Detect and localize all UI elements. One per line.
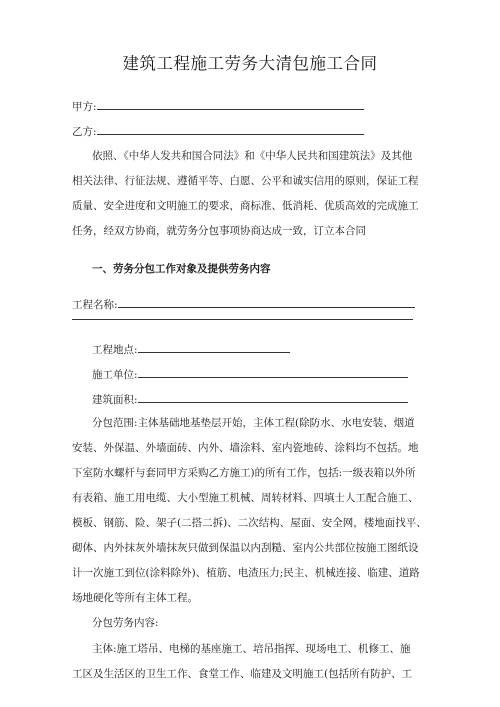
project-name-blank[interactable] [118, 296, 415, 308]
party-a-line [72, 98, 364, 114]
scope-line-6: 砌体、内外抹灰外墙抹灰只做到保温以内刮糙、室内公共部位按施工图纸设 [72, 542, 419, 554]
building-area-label: 建筑面积: [92, 394, 138, 406]
project-name-line [72, 296, 415, 312]
building-area-blank[interactable] [138, 391, 408, 403]
project-location-label: 工程地点: [92, 344, 138, 356]
section1-heading: 一、劳务分包工作对象及提供劳务内容 [92, 263, 271, 275]
construction-unit-blank[interactable] [138, 366, 408, 378]
scope-line-7: 计一次施工到位(涂料除外)、植筋、电渣压力;民主、机械连接、临建、道路 [72, 567, 420, 579]
project-location-blank[interactable] [138, 341, 290, 353]
scope-line-5: 模板、钢筋、险、架子(二搭二拆)、二次结构、屋面、安全网，楼地面找平、 [72, 517, 427, 529]
project-name-continuation-line [72, 319, 413, 320]
scope-line-4: 有表箱、施工用电缆、大小型施工机械、周转材料、四填士人工配合施工、 [72, 492, 419, 504]
intro-line-2: 相关法律、行征法规、遵循平等、白愿、公平和诚实信用的原则，保证工程 [72, 175, 419, 187]
document-title: 建筑工程施工劳务大清包施工合同 [122, 54, 378, 73]
party-a-label: 甲方: [72, 101, 97, 113]
main-line-1: 主体:施工塔吊、电梯的基座施工、培吊指挥、现场电工、机修工、施 [92, 643, 411, 655]
building-area-line [92, 391, 408, 407]
party-b-line [72, 123, 364, 139]
scope-line-2: 安装、外保温、外墙面砖、内外、墙涂料、室内瓷地砖、涂料均不包括。地 [72, 442, 419, 454]
scope-line-8: 场地硬化等所有主体工程。 [72, 592, 198, 604]
intro-line-3: 质量、安全进度和文明施工的要求，商标准、低消耗、优质高效的完成施工 [72, 200, 419, 212]
intro-line-1: 依照、《中华人发共和国合同法》和《中华人民共和国建筑法》及其他 [92, 150, 413, 162]
party-b-blank[interactable] [97, 123, 364, 135]
party-b-label: 乙方: [72, 126, 97, 138]
main-line-2: 工区及生活区的卫生工作、食堂工作、临建及文明施工(包括所有防护、工 [72, 668, 413, 680]
construction-unit-label: 施工单位: [92, 369, 138, 381]
project-name-label: 工程名称: [72, 299, 118, 311]
party-a-blank[interactable] [97, 98, 364, 110]
construction-unit-line [92, 366, 408, 382]
scope-line-3: 下室防水螺杆与套同甲方采购乙方施工)的所有工作，包括:一级表箱以外所 [72, 467, 416, 479]
intro-line-4: 任务，经双方协商，就劳务分包事项协商达成一致，订立本合同 [72, 225, 366, 237]
project-location-line [92, 341, 290, 357]
labor-content-label: 分包劳务内容: [92, 617, 159, 629]
scope-line-1: 分包范围:主体基础地基垫层开始，主体工程(除防水、水电安装、烟道 [92, 417, 415, 429]
